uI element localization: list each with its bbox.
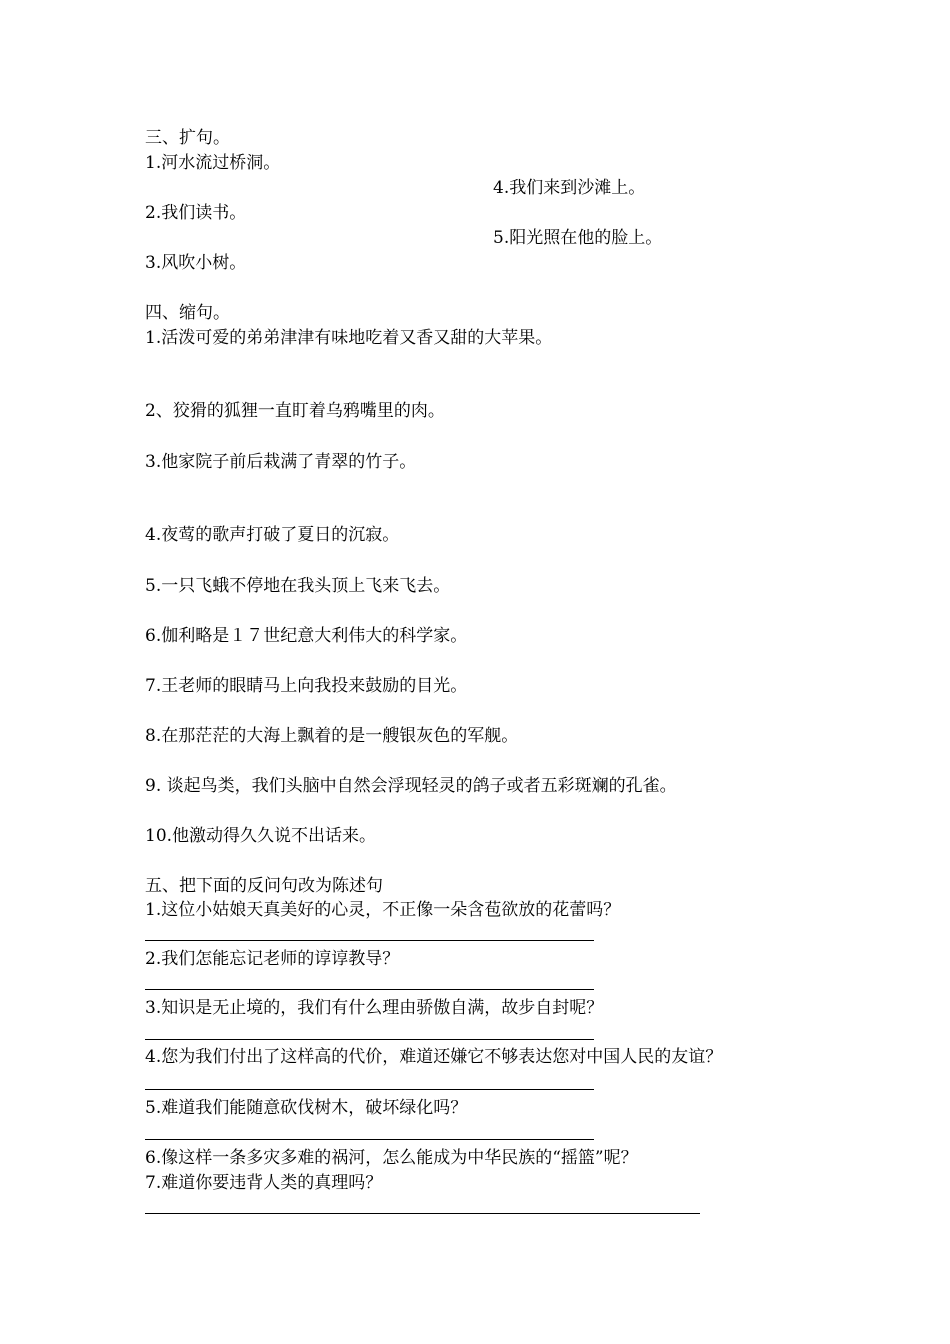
answer-line-7 (145, 1213, 700, 1214)
expand-sentence-3: 3.风吹小树。 (145, 253, 247, 273)
rhetorical-question-6: 6.像这样一条多灾多难的祸河，怎么能成为中华民族的“摇篮”呢？ (145, 1148, 638, 1168)
shorten-sentence-5: 5.一只飞蛾不停地在我头顶上飞来飞去。 (145, 576, 451, 596)
answer-line-5 (145, 1139, 594, 1140)
rhetorical-question-3: 3.知识是无止境的，我们有什么理由骄傲自满，故步自封呢？ (145, 998, 604, 1018)
section-4-heading: 四、缩句。 (145, 303, 230, 323)
expand-sentence-2: 2.我们读书。 (145, 203, 247, 223)
expand-sentence-4: 4.我们来到沙滩上。 (493, 178, 646, 198)
answer-line-3 (145, 1039, 594, 1040)
shorten-sentence-10: 10.他激动得久久说不出话来。 (145, 826, 377, 846)
shorten-sentence-3: 3.他家院子前后栽满了青翠的竹子。 (145, 452, 417, 472)
rhetorical-question-4: 4.您为我们付出了这样高的代价，难道还嫌它不够表达您对中国人民的友谊？ (145, 1047, 723, 1067)
answer-line-4 (145, 1089, 594, 1090)
answer-line-2 (145, 989, 594, 990)
section-3-heading: 三、扩句。 (145, 128, 230, 148)
expand-sentence-1: 1.河水流过桥洞。 (145, 153, 281, 173)
section-5-heading: 五、把下面的反问句改为陈述句 (145, 876, 383, 896)
answer-line-1 (145, 940, 594, 941)
rhetorical-question-2: 2.我们怎能忘记老师的谆谆教导？ (145, 949, 400, 969)
rhetorical-question-7: 7.难道你要违背人类的真理吗？ (145, 1173, 383, 1193)
shorten-sentence-7: 7.王老师的眼睛马上向我投来鼓励的目光。 (145, 676, 468, 696)
shorten-sentence-9: 9. 谈起鸟类，我们头脑中自然会浮现轻灵的鸽子或者五彩斑斓的孔雀。 (145, 776, 677, 796)
shorten-sentence-8: 8.在那茫茫的大海上飘着的是一艘银灰色的军舰。 (145, 726, 519, 746)
expand-sentence-5: 5.阳光照在他的脸上。 (493, 228, 663, 248)
shorten-sentence-2: 2、狡猾的狐狸一直盯着乌鸦嘴里的肉。 (145, 401, 445, 421)
shorten-sentence-4: 4.夜莺的歌声打破了夏日的沉寂。 (145, 525, 400, 545)
rhetorical-question-1: 1.这位小姑娘天真美好的心灵，不正像一朵含苞欲放的花蕾吗？ (145, 900, 621, 920)
rhetorical-question-5: 5.难道我们能随意砍伐树木，破坏绿化吗？ (145, 1098, 468, 1118)
shorten-sentence-1: 1.活泼可爱的弟弟津津有味地吃着又香又甜的大苹果。 (145, 328, 553, 348)
shorten-sentence-6: 6.伽利略是１７世纪意大利伟大的科学家。 (145, 626, 468, 646)
